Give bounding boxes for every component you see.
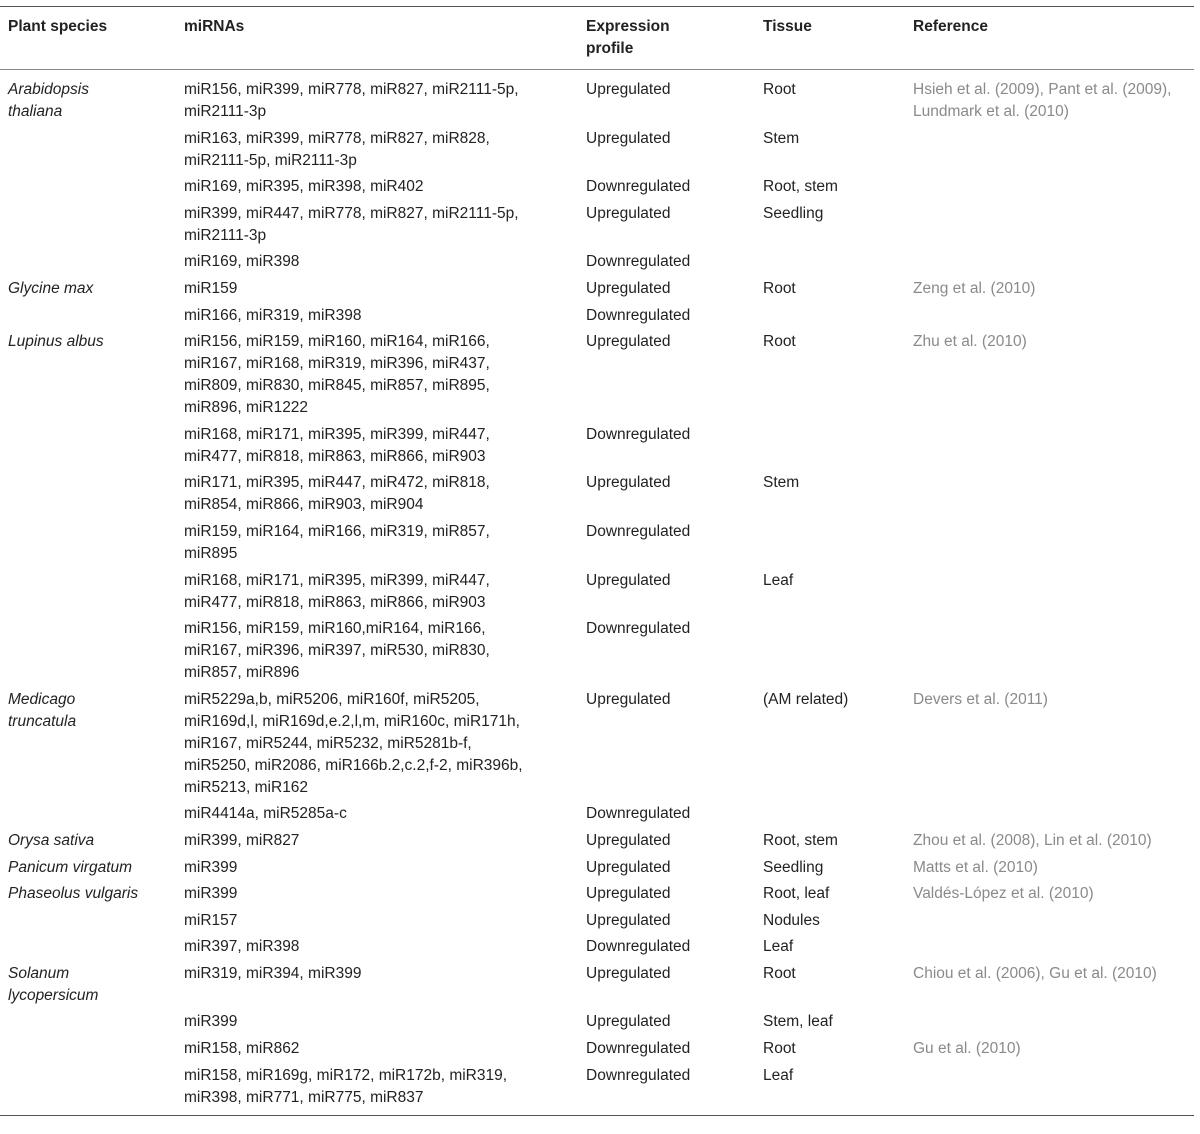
header-mirnas: miRNAs <box>184 18 245 35</box>
cell-species <box>0 303 176 330</box>
cell-expression-profile: Upregulated <box>586 279 671 297</box>
cell-tissue: Stem <box>763 474 800 492</box>
cell-expression-profile: Upregulated <box>586 858 671 876</box>
cell-mirnas: miR171, miR395, miR447, miR472, miR818, miR854, miR866, miR903, miR904 <box>184 474 490 514</box>
cell-tissue: Stem <box>763 129 800 147</box>
table-row <box>0 471 1194 520</box>
cell-mirnas: miR169, miR398 <box>184 253 300 271</box>
cell-mirnas: miR5229a,b, miR5206, miR160f, miR5205, miR169d,l, miR169d,e.2,l,m, miR160c, miR171h, miR167, miR5244, miR5232, miR5281b-f, miR5250, miR2086, miR166b.2,c.2,f-2, miR396b, miR5213, miR162 <box>184 690 523 796</box>
cell-reference <box>905 568 1194 617</box>
cell-expression-profile: Upregulated <box>586 1013 671 1031</box>
cell-species <box>0 1010 176 1037</box>
table-row <box>0 568 1194 617</box>
cell-mirnas: miR168, miR171, miR395, miR399, miR447, miR477, miR818, miR863, miR866, miR903 <box>184 571 490 611</box>
cell-tissue: Root, stem <box>763 831 838 849</box>
cell-mirnas: miR169, miR395, miR398, miR402 <box>184 178 424 196</box>
cell-mirnas: miR4414a, miR5285a-c <box>184 805 347 823</box>
cell-mirnas: miR156, miR399, miR778, miR827, miR2111-5p, miR2111-3p <box>184 81 519 120</box>
cell-expression-profile: Downregulated <box>586 253 691 271</box>
cell-reference: Zhou et al. (2008), Lin et al. (2010) <box>913 831 1152 849</box>
table-row <box>0 276 1194 303</box>
cell-expression-profile: Upregulated <box>586 571 671 589</box>
cell-tissue: Stem, leaf <box>763 1013 833 1031</box>
table-row <box>0 175 1194 202</box>
cell-tissue <box>755 422 905 471</box>
cell-tissue: Root <box>763 964 796 982</box>
table-row <box>0 303 1194 330</box>
cell-species <box>0 568 176 617</box>
cell-reference: Gu et al. (2010) <box>913 1040 1021 1058</box>
table-row <box>0 70 1194 127</box>
cell-mirnas: miR159 <box>184 279 238 297</box>
cell-species: Orysa sativa <box>8 831 95 849</box>
cell-reference <box>905 617 1194 688</box>
cell-species: Lupinus albus <box>8 333 104 351</box>
cell-tissue <box>755 303 905 330</box>
cell-expression-profile: Downregulated <box>586 1040 691 1058</box>
cell-mirnas: miR156, miR159, miR160,miR164, miR166, miR167, miR396, miR397, miR530, miR830, miR857, miR896 <box>184 620 490 682</box>
table-row <box>0 961 1194 1010</box>
cell-reference: Chiou et al. (2006), Gu et al. (2010) <box>913 964 1157 982</box>
cell-reference: Devers et al. (2011) <box>913 690 1048 708</box>
table-row <box>0 519 1194 568</box>
cell-tissue <box>755 617 905 688</box>
bottom-rule <box>0 1115 1194 1116</box>
cell-tissue: Root, leaf <box>763 885 830 903</box>
cell-expression-profile: Downregulated <box>586 620 691 638</box>
cell-mirnas: miR166, miR319, miR398 <box>184 306 362 324</box>
cell-reference <box>905 471 1194 520</box>
cell-tissue: Root <box>763 279 796 297</box>
cell-tissue <box>755 802 905 829</box>
table-row <box>0 201 1194 250</box>
cell-species <box>0 519 176 568</box>
cell-species <box>0 935 176 962</box>
cell-species <box>0 617 176 688</box>
cell-expression-profile: Downregulated <box>586 938 691 956</box>
table-row <box>0 617 1194 688</box>
cell-tissue: Root <box>763 81 796 98</box>
cell-species: Panicum virgatum <box>8 858 133 876</box>
cell-reference <box>905 1010 1194 1037</box>
cell-expression-profile: Downregulated <box>586 425 691 443</box>
cell-tissue: Root <box>763 1040 796 1058</box>
table-row <box>0 1036 1194 1063</box>
cell-tissue: Nodules <box>763 911 820 929</box>
cell-mirnas: miR158, miR862 <box>184 1040 300 1058</box>
table-row <box>0 1010 1194 1037</box>
cell-reference <box>905 908 1194 935</box>
cell-reference <box>905 1063 1194 1115</box>
cell-mirnas: miR157 <box>184 911 238 929</box>
cell-mirnas: miR159, miR164, miR166, miR319, miR857, miR895 <box>184 522 490 562</box>
table-row <box>0 422 1194 471</box>
cell-mirnas: miR399 <box>184 885 238 903</box>
cell-reference: Matts et al. (2010) <box>913 858 1038 876</box>
cell-reference <box>905 201 1194 250</box>
cell-expression-profile: Downregulated <box>586 522 691 540</box>
cell-mirnas: miR158, miR169g, miR172, miR172b, miR319, miR398, miR771, miR775, miR837 <box>184 1066 508 1106</box>
cell-mirnas: miR319, miR394, miR399 <box>184 964 362 982</box>
cell-species <box>0 471 176 520</box>
table-row <box>0 882 1194 909</box>
cell-tissue: (AM related) <box>763 690 849 708</box>
header-tissue: Tissue <box>763 18 812 35</box>
cell-expression-profile: Downregulated <box>586 1066 691 1084</box>
cell-expression-profile: Upregulated <box>586 911 671 929</box>
cell-mirnas: miR397, miR398 <box>184 938 300 956</box>
table-body <box>0 70 1194 1115</box>
cell-tissue: Leaf <box>763 1066 794 1084</box>
cell-expression-profile: Upregulated <box>586 964 671 982</box>
cell-species <box>0 802 176 829</box>
cell-reference <box>905 175 1194 202</box>
cell-expression-profile: Upregulated <box>586 885 671 903</box>
cell-reference <box>905 250 1194 277</box>
cell-species: Arabidopsis thaliana <box>8 81 89 120</box>
cell-reference: Valdés-López et al. (2010) <box>913 885 1094 903</box>
cell-reference: Zhu et al. (2010) <box>913 333 1027 351</box>
cell-reference <box>905 303 1194 330</box>
table-row <box>0 330 1194 423</box>
table-row <box>0 828 1194 855</box>
cell-tissue: Root, stem <box>763 178 838 196</box>
cell-species <box>0 1063 176 1115</box>
cell-species <box>0 908 176 935</box>
cell-expression-profile: Upregulated <box>586 831 671 849</box>
cell-species: Medicago truncatula <box>8 690 77 730</box>
table-row <box>0 250 1194 277</box>
table-row <box>0 935 1194 962</box>
header-reference: Reference <box>913 18 988 35</box>
table-row <box>0 855 1194 882</box>
cell-tissue: Leaf <box>763 571 794 589</box>
header-plant-species: Plant species <box>8 18 108 35</box>
cell-species: Glycine max <box>8 279 94 297</box>
mirna-table <box>0 7 1194 1115</box>
cell-species: Solanum lycopersicum <box>8 964 99 1004</box>
header-row <box>0 7 1194 70</box>
cell-species <box>0 201 176 250</box>
cell-reference: Zeng et al. (2010) <box>913 279 1036 297</box>
cell-expression-profile: Downregulated <box>586 805 691 823</box>
cell-reference: Hsieh et al. (2009), Pant et al. (2009), Lundmark et al. (2010) <box>913 81 1172 120</box>
header-expression-profile: Expression profile <box>586 18 670 57</box>
cell-reference <box>905 519 1194 568</box>
cell-reference <box>905 802 1194 829</box>
cell-species: Phaseolus vulgaris <box>8 885 139 903</box>
cell-mirnas: miR168, miR171, miR395, miR399, miR447, miR477, miR818, miR863, miR866, miR903 <box>184 425 490 465</box>
table-header <box>0 7 1194 70</box>
cell-reference <box>905 422 1194 471</box>
cell-tissue: Seedling <box>763 858 824 876</box>
cell-species <box>0 422 176 471</box>
cell-expression-profile: Upregulated <box>586 333 671 351</box>
table-row <box>0 802 1194 829</box>
cell-mirnas: miR399 <box>184 1013 238 1031</box>
cell-expression-profile: Upregulated <box>586 81 671 98</box>
table-row <box>0 687 1194 802</box>
cell-species <box>0 126 176 175</box>
cell-expression-profile: Upregulated <box>586 474 671 492</box>
cell-expression-profile: Downregulated <box>586 306 691 324</box>
cell-expression-profile: Upregulated <box>586 129 671 147</box>
cell-tissue <box>755 250 905 277</box>
cell-species <box>0 250 176 277</box>
cell-species <box>0 1036 176 1063</box>
cell-tissue <box>755 519 905 568</box>
cell-species <box>0 175 176 202</box>
table-row <box>0 1063 1194 1115</box>
table-figure <box>0 6 1200 1134</box>
cell-expression-profile: Upregulated <box>586 690 671 708</box>
cell-mirnas: miR399, miR447, miR778, miR827, miR2111-5p, miR2111-3p <box>184 204 519 244</box>
cell-mirnas: miR399, miR827 <box>184 831 300 849</box>
cell-reference <box>905 935 1194 962</box>
cell-tissue: Root <box>763 333 796 351</box>
table-row <box>0 126 1194 175</box>
cell-mirnas: miR399 <box>184 858 238 876</box>
cell-tissue: Seedling <box>763 204 824 222</box>
cell-tissue: Leaf <box>763 938 794 956</box>
cell-expression-profile: Downregulated <box>586 178 691 196</box>
cell-reference <box>905 126 1194 175</box>
table-row <box>0 908 1194 935</box>
cell-expression-profile: Upregulated <box>586 204 671 222</box>
cell-mirnas: miR156, miR159, miR160, miR164, miR166, miR167, miR168, miR319, miR396, miR437, miR809, miR830, miR845, miR857, miR895, miR896, miR1222 <box>184 333 490 417</box>
cell-mirnas: miR163, miR399, miR778, miR827, miR828, miR2111-5p, miR2111-3p <box>184 129 490 169</box>
